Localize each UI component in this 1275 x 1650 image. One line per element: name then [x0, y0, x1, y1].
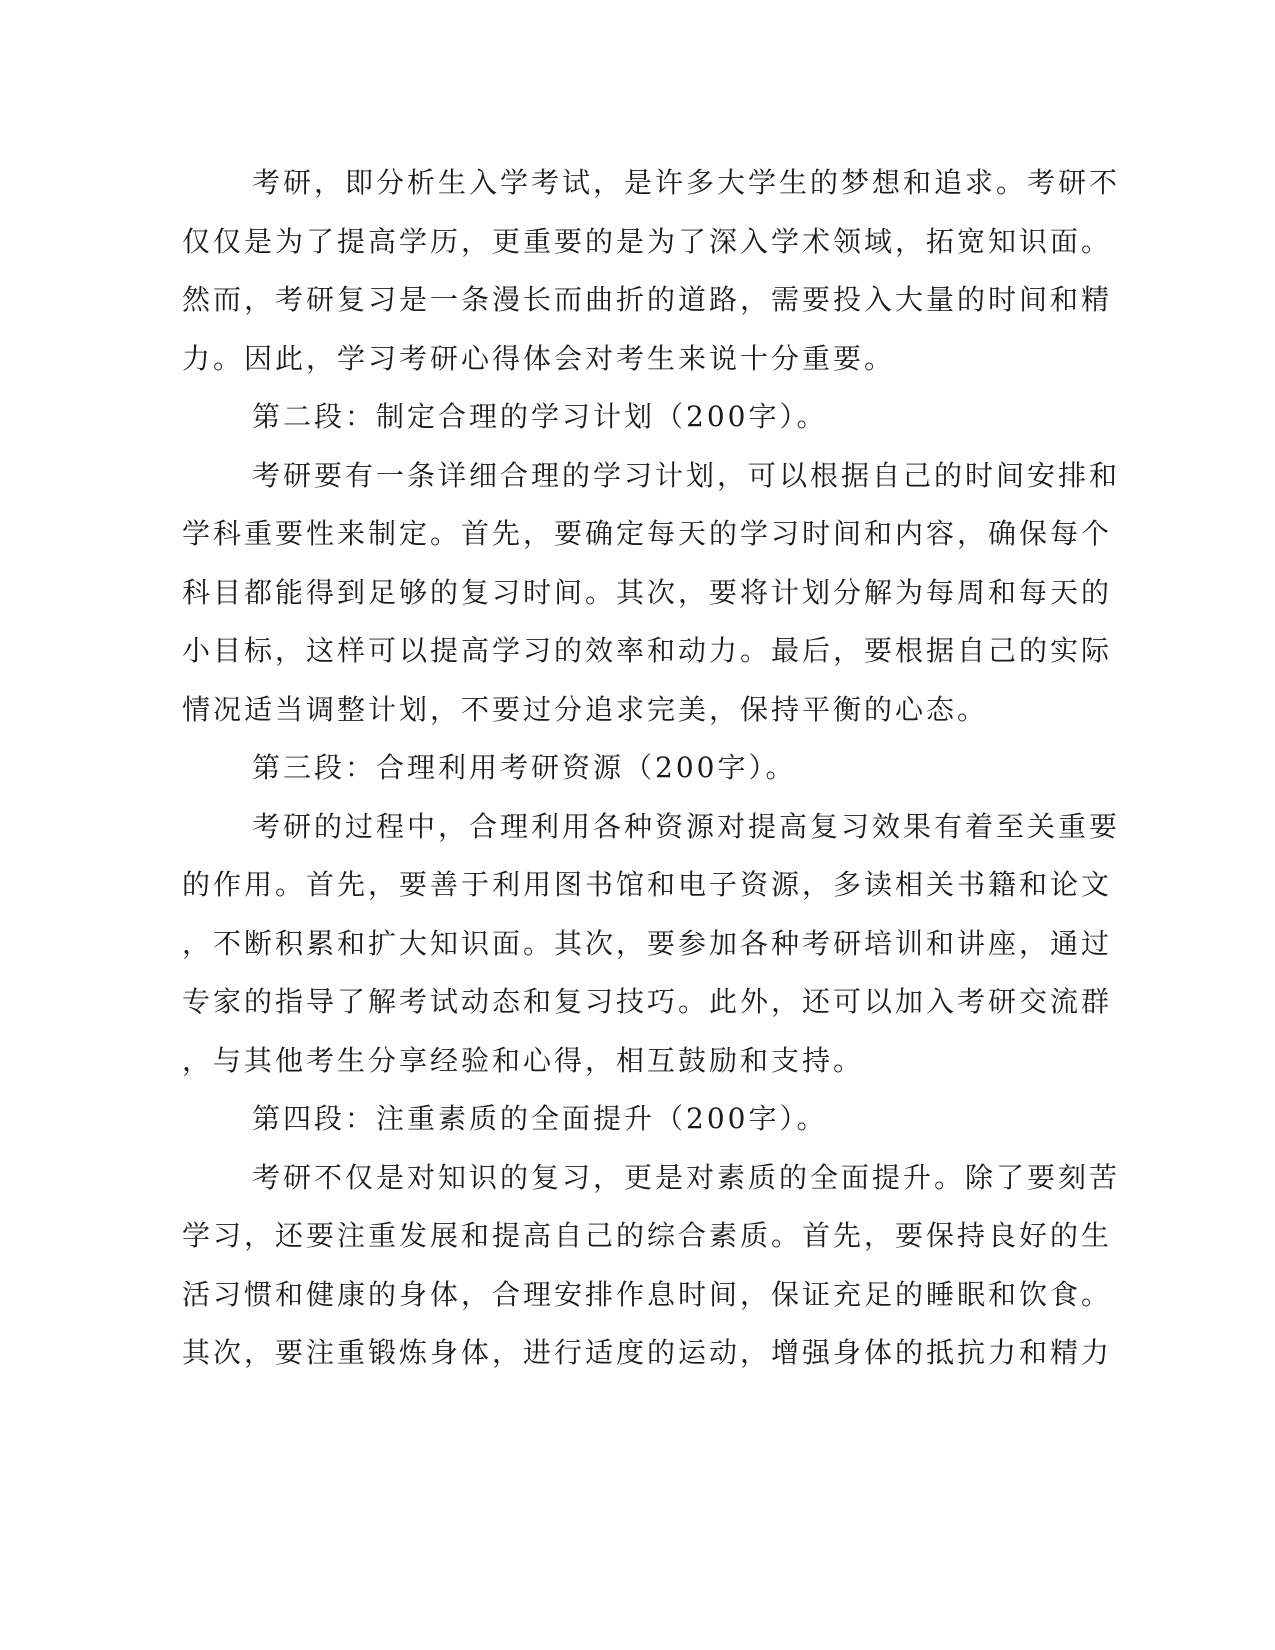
section-heading-4: 第四段：注重素质的全面提升（200字）。: [252, 1102, 828, 1135]
paragraph-1-line-3: 然而，考研复习是一条漫长而曲折的道路，需要投入大量的时间和精: [182, 283, 1113, 316]
paragraph-3-line-2: 的作用。首先，要善于利用图书馆和电子资源，多读相关书籍和论文: [182, 868, 1113, 901]
paragraph-2-line-4: 小目标，这样可以提高学习的效率和动力。最后，要根据自己的实际: [182, 634, 1113, 667]
paragraph-2-line-5: 情况适当调整计划，不要过分追求完美，保持平衡的心态。: [182, 693, 989, 726]
paragraph-4-line-2: 学习，还要注重发展和提高自己的综合素质。首先，要保持良好的生: [182, 1219, 1113, 1252]
paragraph-3-line-4: 专家的指导了解考试动态和复习技巧。此外，还可以加入考研交流群: [182, 985, 1113, 1018]
paragraph-2-line-3: 科目都能得到足够的复习时间。其次，要将计划分解为每周和每天的: [182, 576, 1113, 609]
paragraph-4-line-1: 考研不仅是对知识的复习，更是对素质的全面提升。除了要刻苦: [252, 1161, 1121, 1194]
paragraph-3-line-5: ，与其他考生分享经验和心得，相互鼓励和支持。: [182, 1044, 865, 1077]
section-heading-3: 第三段：合理利用考研资源（200字）。: [252, 751, 797, 784]
section-heading-2: 第二段：制定合理的学习计划（200字）。: [252, 400, 828, 433]
paragraph-4-line-4: 其次，要注重锻炼身体，进行适度的运动，增强身体的抵抗力和精力: [182, 1336, 1113, 1369]
paragraph-3-line-3: ，不断积累和扩大知识面。其次，要参加各种考研培训和讲座，通过: [182, 927, 1113, 960]
paragraph-4-line-3: 活习惯和健康的身体，合理安排作息时间，保证充足的睡眠和饮食。: [182, 1278, 1113, 1311]
paragraph-2-line-1: 考研要有一条详细合理的学习计划，可以根据自己的时间安排和: [252, 459, 1121, 492]
paragraph-1-line-2: 仅仅是为了提高学历，更重要的是为了深入学术领域，拓宽知识面。: [182, 225, 1113, 258]
paragraph-3-line-1: 考研的过程中，合理利用各种资源对提高复习效果有着至关重要: [252, 810, 1121, 843]
paragraph-2-line-2: 学科重要性来制定。首先，要确定每天的学习时间和内容，确保每个: [182, 517, 1113, 550]
paragraph-1-line-4: 力。因此，学习考研心得体会对考生来说十分重要。: [182, 342, 896, 375]
paragraph-1-line-1: 考研，即分析生入学考试，是许多大学生的梦想和追求。考研不: [252, 166, 1121, 199]
